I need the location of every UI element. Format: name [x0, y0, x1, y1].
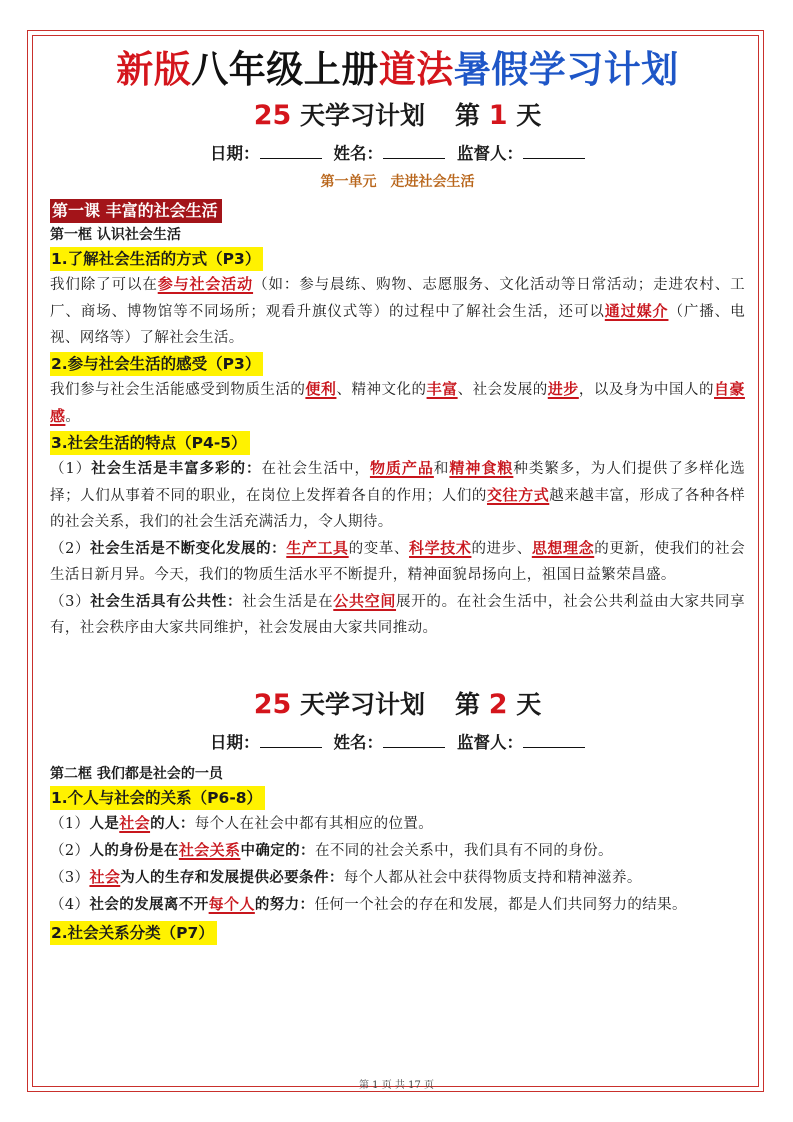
text: （广播、电视、网络等）了解社会生活。	[50, 304, 745, 346]
keyword: 通过媒介	[604, 302, 669, 320]
paragraph	[50, 376, 745, 430]
name-label: 姓名：	[333, 733, 383, 752]
supervisor-label: 监督人：	[457, 733, 523, 752]
title-part-3: 道法	[378, 48, 454, 91]
text: （如：参与晨练、购物、志愿服务、文化活动等日常活动；走进农村、工厂、商场、博物馆等不同场所；观看升旗仪式等）的过程中了解社会生活，还可以	[50, 277, 745, 320]
text: 越来越丰富，形成了各种各样的社会关系，我们的社会生活充满活力，令人期待。	[50, 488, 745, 530]
keyword: 社会关系	[178, 841, 241, 859]
keyword: 每个人	[208, 895, 255, 913]
item-number: （1）	[50, 461, 92, 477]
item-lead: 人是	[89, 815, 120, 832]
frame-heading: 第二框 我们都是社会的一员	[50, 766, 223, 782]
keyword: 交往方式	[486, 486, 550, 504]
paragraph	[50, 535, 745, 588]
day1-count: 25	[253, 100, 292, 131]
day1-plan-label: 天学习计划	[300, 101, 426, 130]
text: 的更新，使我们的社会生活日新月异。今天，我们的物质生活水平不断提升，精神面貌昂扬向上，祖国日益繁荣昌盛。	[50, 541, 745, 583]
paragraph	[50, 864, 745, 891]
document-content	[50, 40, 745, 945]
item-number: （2）	[50, 541, 91, 557]
text: 的进步、	[471, 541, 532, 557]
paragraph	[50, 455, 745, 535]
title-part-1: 新版	[116, 48, 192, 91]
section-heading: 2.参与社会生活的感受（P3）	[50, 352, 263, 376]
paragraph	[50, 891, 745, 918]
paragraph	[50, 271, 745, 351]
text: 每个人在社会中都有其相应的位置。	[194, 816, 434, 832]
item-lead: 社会生活是丰富多彩的：	[91, 460, 262, 477]
day2-di: 第	[455, 690, 481, 719]
text: 。	[65, 409, 81, 425]
keyword: 参与社会活动	[157, 275, 254, 293]
paragraph	[50, 588, 745, 641]
name-blank[interactable]	[383, 731, 445, 748]
day1-number: 1	[488, 100, 508, 131]
item-lead: 社会生活具有公共性：	[90, 593, 243, 610]
text: ，以及身为中国人的	[578, 382, 715, 398]
supervisor-blank[interactable]	[523, 142, 585, 159]
text: 的变革、	[348, 541, 410, 557]
text: 社会生活是在	[242, 594, 334, 610]
section-heading: 3.社会生活的特点（P4-5）	[50, 431, 250, 455]
keyword: 科学技术	[409, 539, 472, 557]
item-number: （1）	[50, 816, 90, 832]
frame-heading: 第一框 认识社会生活	[50, 227, 181, 243]
keyword: 精神食粮	[449, 459, 514, 477]
section-heading: 1.了解社会生活的方式（P3）	[50, 247, 263, 271]
keyword: 便利	[305, 380, 337, 398]
day1-tian: 天	[516, 101, 542, 130]
keyword: 进步	[547, 380, 579, 398]
main-title	[50, 44, 745, 96]
day2-number: 2	[488, 689, 508, 720]
day2-plan-label: 天学习计划	[300, 690, 426, 719]
item-number: （3）	[50, 594, 91, 610]
day1-title	[50, 98, 745, 134]
date-blank[interactable]	[260, 731, 322, 748]
page-footer: 第 1 页 共 17 页	[359, 1080, 434, 1091]
section-heading: 2.社会关系分类（P7）	[50, 921, 217, 945]
unit-heading: 第一单元 走进社会生活	[320, 174, 475, 190]
day2-info-line	[50, 729, 745, 757]
title-part-4: 暑假学习计划	[453, 48, 679, 91]
item-number: （4）	[50, 897, 90, 913]
text: 和	[433, 461, 450, 477]
section-heading: 1.个人与社会的关系（P6-8）	[50, 786, 265, 810]
text: 我们参与社会生活能感受到物质生活的	[50, 382, 306, 398]
keyword: 丰富	[426, 380, 458, 398]
text: 展开的。在社会生活中，社会公共利益由大家共同享有，社会秩序由大家共同维护，社会发展由大家共同推动。	[50, 594, 746, 636]
paragraph	[50, 810, 745, 837]
item-lead: 的努力：	[254, 896, 315, 913]
text: 每个人都从社会中获得物质支持和精神滋养。	[343, 870, 642, 886]
date-blank[interactable]	[260, 142, 322, 159]
keyword: 思想理念	[531, 539, 595, 557]
name-label: 姓名：	[333, 144, 383, 163]
keyword: 公共空间	[333, 592, 397, 610]
item-lead: 社会生活是不断变化发展的：	[90, 540, 287, 557]
keyword: 生产工具	[286, 539, 349, 557]
lesson-heading: 第一课 丰富的社会生活	[50, 199, 222, 223]
keyword: 社会	[119, 814, 151, 832]
day1-info-line	[50, 140, 745, 168]
supervisor-label: 监督人：	[457, 144, 523, 163]
item-lead: 为人的生存和发展提供必要条件：	[120, 869, 344, 886]
name-blank[interactable]	[383, 142, 445, 159]
text: 在社会生活中，	[261, 461, 370, 477]
title-part-2: 八年级上册	[191, 48, 379, 91]
text: 在不同的社会关系中，我们具有不同的身份。	[314, 843, 613, 859]
item-lead: 人的身份是在	[89, 842, 179, 859]
date-label: 日期：	[210, 733, 260, 752]
text: 种类繁多，为人们提供了多样化选择；人们从事着不同的职业，在岗位上发挥着各自的作用；人们的	[50, 461, 746, 504]
day2-title	[50, 687, 745, 723]
item-lead: 社会的发展离不开	[89, 896, 209, 913]
item-number: （2）	[50, 843, 90, 859]
item-lead: 的人：	[150, 815, 195, 832]
keyword: 社会	[89, 868, 121, 886]
text: 、社会发展的	[457, 382, 548, 398]
day2-tian: 天	[516, 690, 542, 719]
text: 任何一个社会的存在和发展，都是人们共同努力的结果。	[314, 897, 687, 913]
text: 我们除了可以在	[50, 277, 158, 293]
keyword: 自豪感	[50, 380, 745, 425]
supervisor-blank[interactable]	[523, 731, 585, 748]
day1-di: 第	[455, 101, 481, 130]
keyword: 物质产品	[369, 459, 434, 477]
text: 、精神文化的	[336, 382, 427, 398]
item-lead: 中确定的：	[240, 842, 315, 859]
item-number: （3）	[50, 870, 90, 886]
day2-count: 25	[253, 689, 292, 720]
date-label: 日期：	[210, 144, 260, 163]
paragraph	[50, 837, 745, 864]
